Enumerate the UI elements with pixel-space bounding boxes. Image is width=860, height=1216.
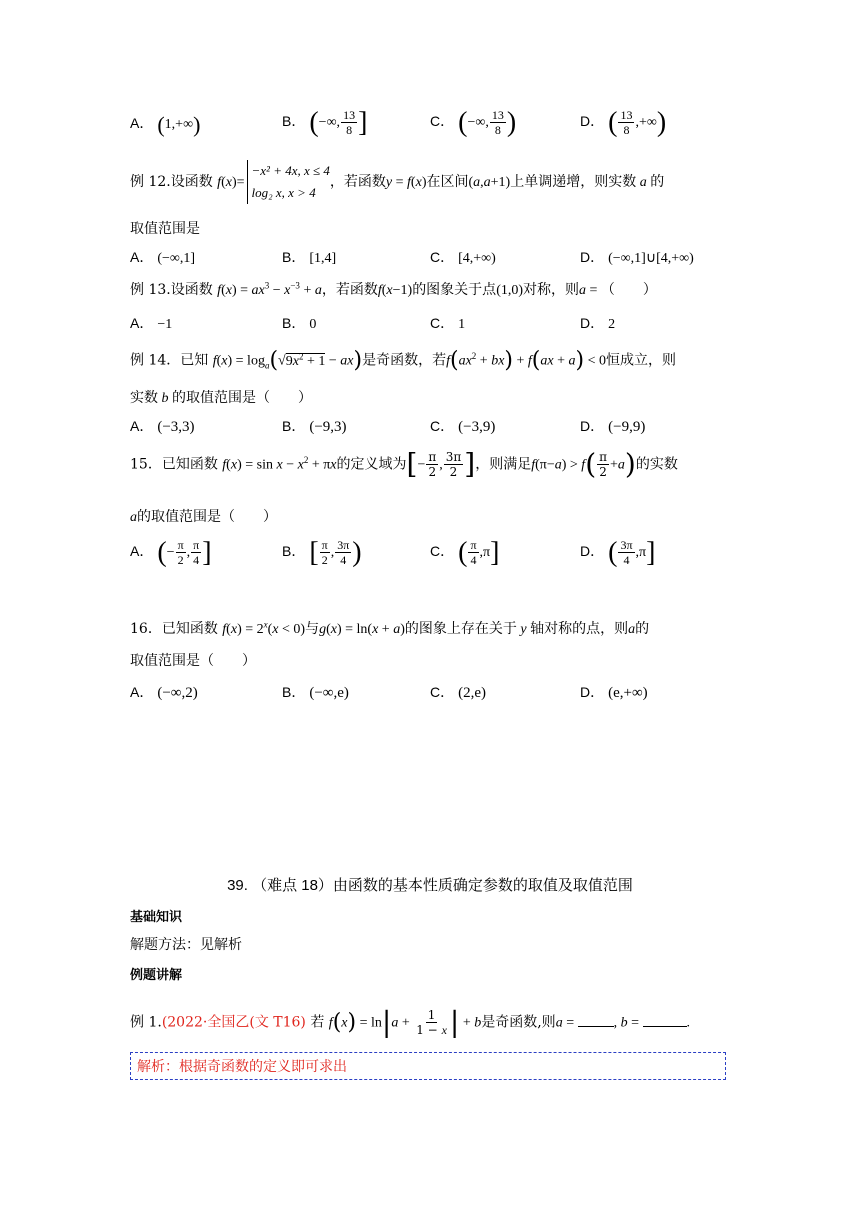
q14-option-c: C． (−3,9) (430, 418, 496, 435)
q11-option-c: C． (−∞, $\frac{13}{8}$ ) (430, 106, 517, 138)
q14-stem: 例 14．已知 $f(x) = \log_a(√9x^2 + 1 - ax)$是奇函数，若$f(ax^2 + bx) + f(ax + a) < 0$恒成立，则 (130, 348, 677, 373)
q13-option-b: B． 0 (282, 315, 317, 332)
q13-option-d: D． 2 (580, 315, 616, 332)
q12-option-b: B． [1,4] (282, 249, 337, 266)
q13-option-c: C． 1 (430, 315, 466, 332)
q12-piecewise: −x² + 4x, x ≤ 4 log₂ x, x > 4 (247, 160, 330, 204)
q14-option-d: D． (−9,9) (580, 418, 646, 435)
q15-stem: 15．已知函数 $f(x) = \sin x - x^2 + \pi x$的定义域为[− $\frac{\pi}{2}$ , $\frac{3\pi}{2}$ ]，则满足f(π−a) > f( $\frac{\pi}{2}$ +a)的实数 (130, 447, 678, 481)
q15-option-b: B． [ $\frac{\pi}{2}$ , $\frac{3\pi}{4}$ ) (282, 536, 362, 568)
q11-option-d: D． ( $\frac{13}{8}$ ,+∞) (580, 106, 667, 138)
analysis-box (130, 1052, 726, 1080)
q14-option-b: B． (−9,3) (282, 418, 347, 435)
q13-stem: 例 13.设函数 $f(x) = ax^3 - x^{-3} + a$，若函数f(x−1)的图象关于点(1,0)对称，则a = （ ） (130, 280, 657, 298)
section-heading: 39. （难点 18）由函数的基本性质确定参数的取值及取值范围 (227, 877, 633, 894)
q16-stem: 16．已知函数 $f(x) = 2^x(x < 0)$与g(x) = ln(x + a)的图象上存在关于 y 轴对称的点，则a的 (130, 619, 650, 637)
q11-option-b: B． (−∞, $\frac{13}{8}$ ] (282, 106, 368, 138)
q12-stem-line2: 取值范围是 (130, 221, 200, 237)
q16-option-b: B． (−∞,e) (282, 684, 349, 701)
q16-option-d: D． (e,+∞) (580, 684, 648, 701)
examples-label: 例题讲解 (130, 967, 183, 982)
q12-stem: 例 12.设函数 f(x)= −x² + 4x, x ≤ 4 log₂ x, x > 4 ，若函数y = f(x)在区间(a,a+1)上单调递增，则实数 a 的 (130, 160, 664, 204)
answer-blank-b[interactable] (643, 1014, 687, 1027)
q16-option-c: C． (2,e) (430, 684, 487, 701)
q12-option-a: A． (−∞,1] (130, 249, 196, 266)
example-1: 例 1.(2022·全国乙(文 T16) 若 f(x) = ln|a + $\frac{1}{1 - x}$ | + b是奇函数,则a = , b = . (130, 1005, 690, 1039)
q15-option-a: A． (− $\frac{\pi}{2}$ , $\frac{\pi}{4}$ ] (130, 536, 212, 568)
q16-stem-line2: 取值范围是（ ） (130, 653, 256, 669)
analysis-text: 解析：根据奇函数的定义即可求出 (137, 1059, 347, 1075)
method-text: 解题方法：见解析 (130, 937, 242, 953)
q12-option-c: C． [4,+∞) (430, 249, 496, 266)
example-1-source: (2022·全国乙(文 T16) (161, 1014, 306, 1031)
q16-option-a: A． (−∞,2) (130, 684, 198, 701)
q14-option-a: A． (−3,3) (130, 418, 195, 435)
q15-option-d: D． ( $\frac{3\pi}{4}$ ,π] (580, 536, 656, 568)
q12-option-d: D． (−∞,1]∪[4,+∞) (580, 249, 694, 266)
q13-option-a: A． −1 (130, 315, 173, 332)
q11-option-a-value: (1,+∞) (157, 112, 201, 137)
q14-stem-line2: 实数 b 的取值范围是（ ） (130, 390, 312, 406)
q15-stem-line2: a的取值范围是（ ） (130, 509, 277, 525)
basics-label: 基础知识 (130, 909, 183, 924)
answer-blank-a[interactable] (578, 1014, 614, 1027)
q11-option-a: A． (1,+∞) (130, 112, 201, 137)
q15-option-c: C． ( $\frac{\pi}{4}$ ,π] (430, 536, 500, 568)
